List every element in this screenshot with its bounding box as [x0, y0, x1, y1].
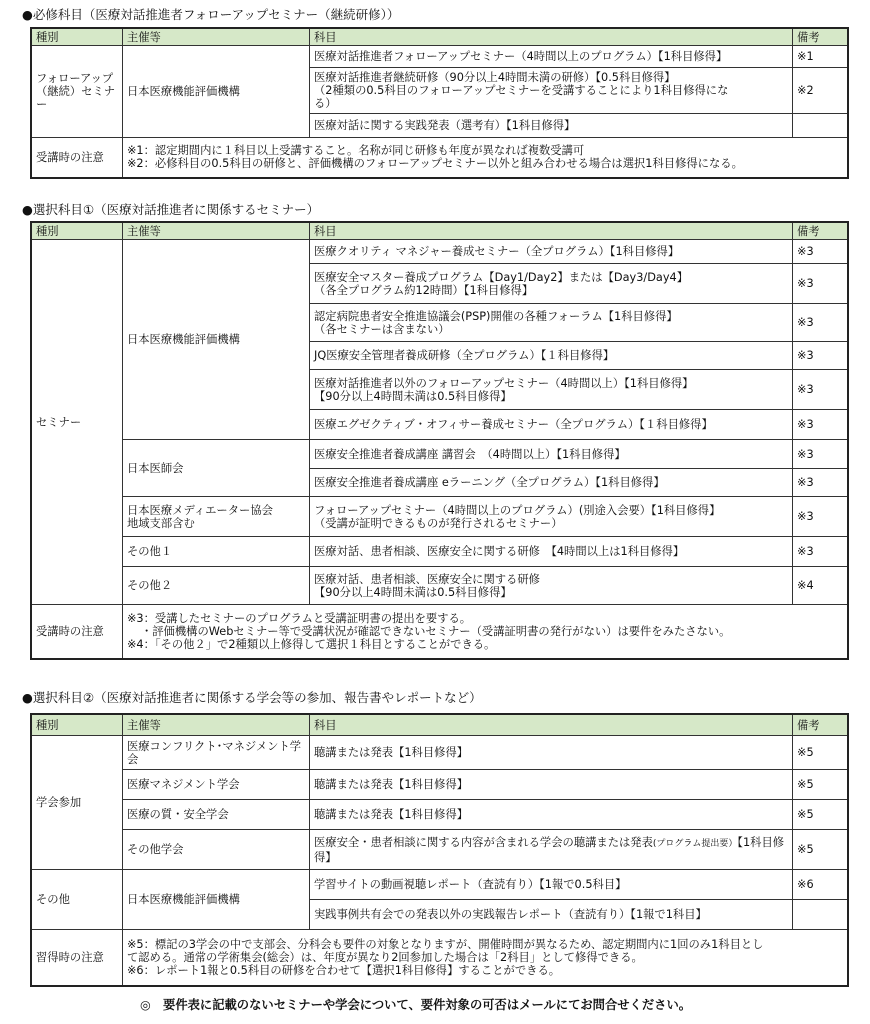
category-cell: フォローアップ（継続）セミナー — [31, 46, 122, 138]
subject-cell: 医療安全推進者養成講座 講習会 （4時間以上）【1科目修得】 — [309, 440, 792, 469]
note-cell: ※5 — [792, 770, 848, 800]
organizer-cell: 医療コンフリクト･マネジメント学会 — [122, 736, 309, 770]
subject-cell: 聴講または発表【1科目修得】 — [309, 770, 792, 800]
subject-cell: 医療対話推進者以外のフォローアップセミナー（4時間以上）【1科目修得】 【90分以上4時間未満は0.5科目修得】 — [309, 370, 792, 410]
subject-cell: 認定病院患者安全推進協議会(PSP)開催の各種フォーラム【1科目修得】 （各セミナーは含まない） — [309, 304, 792, 342]
subject-cell: 医療対話推進者継続研修（90分以上4時間未満の研修）【0.5科目修得】 （2種類の0.5科目のフォローアップセミナーを受講することにより1科目修得にな る） — [309, 68, 792, 114]
header-note: 備考 — [792, 222, 848, 240]
note-cell: ※3 — [792, 264, 848, 304]
note-cell: ※4 — [792, 567, 848, 605]
elective2-table — [30, 713, 849, 987]
table-row — [31, 537, 848, 567]
organizer-cell: 日本医療機能評価機構 — [122, 870, 309, 930]
note-cell: ※3 — [792, 342, 848, 370]
organizer-cell: 医療の質・安全学会 — [122, 800, 309, 830]
header-subject: 科目 — [309, 28, 792, 46]
subject-cell: 医療対話に関する実践発表（選考有）【1科目修得】 — [309, 114, 792, 138]
caution-label: 受講時の注意 — [31, 138, 122, 178]
subject-cell: 医療エグゼクティブ・オフィサー養成セミナー（全プログラム）【１科目修得】 — [309, 410, 792, 440]
caution-row — [31, 930, 848, 986]
note-cell: ※6 — [792, 870, 848, 900]
subject-cell: 医療対話、患者相談、医療安全に関する研修 【90分以上4時間未満は0.5科目修得】 — [309, 567, 792, 605]
header-note: 備考 — [792, 714, 848, 736]
note-cell: ※3 — [792, 440, 848, 469]
header-subject: 科目 — [309, 714, 792, 736]
note-cell — [792, 900, 848, 930]
header-category: 種別 — [31, 222, 122, 240]
table-row — [31, 567, 848, 605]
table-header-row — [31, 28, 848, 46]
header-organizer: 主催等 — [122, 28, 309, 46]
elective1-table — [30, 221, 849, 660]
note-cell: ※3 — [792, 469, 848, 497]
caution-text: ※5：標記の3学会の中で支部会、分科会も要件の対象となりますが、開催時間が異なるため、認定期間内に1回のみ1科目とし て認める。通常の学術集会(総会）は、年度が異なり2回参加した場合は「2科目」として修得できる。 ※6：レポート1報と0.5科目の研修を合わせて【選択1科目修得】することができる。 — [122, 930, 848, 986]
category-cell: その他 — [31, 870, 122, 930]
subject-cell: JQ医療安全管理者養成研修（全プログラム）【１科目修得】 — [309, 342, 792, 370]
note-cell: ※3 — [792, 410, 848, 440]
note-cell: ※2 — [792, 68, 848, 114]
subject-cell: 医療対話、患者相談、医療安全に関する研修 【4時間以上は1科目修得】 — [309, 537, 792, 567]
header-organizer: 主催等 — [122, 222, 309, 240]
table-row — [31, 830, 848, 870]
organizer-cell: 日本医療機能評価機構 — [122, 240, 309, 440]
organizer-cell: その他１ — [122, 537, 309, 567]
caution-label: 受講時の注意 — [31, 605, 122, 659]
note-cell: ※3 — [792, 240, 848, 264]
subject-cell: 医療安全・患者相談に関する内容が含まれる学会の聴講または発表(プログラム提出要）【1科目修得】 — [309, 830, 792, 870]
subject-cell: 医療対話推進者フォローアップセミナー（4時間以上のプログラム）【1科目修得】 — [309, 46, 792, 68]
note-cell — [792, 114, 848, 138]
note-cell: ※5 — [792, 800, 848, 830]
table-row — [31, 800, 848, 830]
table-row — [31, 440, 848, 469]
footer-note: ◎ 要件表に記載のないセミナーや学会について、要件対象の可否はメールにてお問合せください。 — [140, 998, 692, 1012]
caution-text: ※1：認定期間内に１科目以上受講すること。名称が同じ研修も年度が異なれば複数受講可 ※2：必修科目の0.5科目の研修と、評価機構のフォローアップセミナー以外と組み合わせる場合は選択1科目修得になる。 — [122, 138, 848, 178]
note-cell: ※5 — [792, 736, 848, 770]
subject-cell: 医療クオリティ マネジャー養成セミナー（全プログラム）【1科目修得】 — [309, 240, 792, 264]
category-cell: 学会参加 — [31, 736, 122, 870]
section1-title: ●必修科目（医療対話推進者フォローアップセミナー（継続研修）） — [22, 7, 400, 22]
table-row — [31, 736, 848, 770]
note-cell: ※3 — [792, 304, 848, 342]
subject-cell: 聴講または発表【1科目修得】 — [309, 736, 792, 770]
table-row — [31, 46, 848, 68]
header-category: 種別 — [31, 714, 122, 736]
table-row — [31, 870, 848, 900]
organizer-cell: その他２ — [122, 567, 309, 605]
header-subject: 科目 — [309, 222, 792, 240]
required-subjects-table — [30, 27, 849, 179]
caution-label: 習得時の注意 — [31, 930, 122, 986]
table-row — [31, 497, 848, 537]
organizer-cell: 日本医療機能評価機構 — [122, 46, 309, 138]
table-header-row — [31, 714, 848, 736]
table-row — [31, 240, 848, 264]
caution-row — [31, 138, 848, 178]
organizer-cell: 日本医療メディエーター協会 地域支部含む — [122, 497, 309, 537]
table-header-row — [31, 222, 848, 240]
caution-row — [31, 605, 848, 659]
section3-title: ●選択科目②（医療対話推進者に関係する学会等の参加、報告書やレポートなど） — [22, 690, 482, 705]
table-row — [31, 770, 848, 800]
category-cell: セミナー — [31, 240, 122, 605]
note-cell: ※3 — [792, 537, 848, 567]
subject-cell: 学習サイトの動画視聴レポート（査読有り）【1報で0.5科目】 — [309, 870, 792, 900]
note-cell: ※3 — [792, 497, 848, 537]
organizer-cell: 日本医師会 — [122, 440, 309, 497]
note-cell: ※1 — [792, 46, 848, 68]
subject-cell: 医療安全マスター養成プログラム【Day1/Day2】または【Day3/Day4】 （各全プログラム約12時間）【1科目修得】 — [309, 264, 792, 304]
header-organizer: 主催等 — [122, 714, 309, 736]
section2-title: ●選択科目①（医療対話推進者に関係するセミナー） — [22, 202, 320, 217]
organizer-cell: その他学会 — [122, 830, 309, 870]
subject-cell: 実践事例共有会での発表以外の実践報告レポート（査読有り）【1報で1科目】 — [309, 900, 792, 930]
caution-text: ※3：受講したセミナーのプログラムと受講証明書の提出を要する。 ・評価機構のWebセミナー等で受講状況が確認できないセミナー（受講証明書の発行がない）は要件をみたさない。 ※4：「その他２」で2種類以上修得して選択１科目とすることができる。 — [122, 605, 848, 659]
header-category: 種別 — [31, 28, 122, 46]
subject-cell: 聴講または発表【1科目修得】 — [309, 800, 792, 830]
note-cell: ※5 — [792, 830, 848, 870]
note-cell: ※3 — [792, 370, 848, 410]
header-note: 備考 — [792, 28, 848, 46]
organizer-cell: 医療マネジメント学会 — [122, 770, 309, 800]
subject-cell: 医療安全推進者養成講座 eラーニング（全プログラム）【1科目修得】 — [309, 469, 792, 497]
subject-cell: フォローアップセミナー（4時間以上のプログラム）(別途入会要）【1科目修得】 （受講が証明できるものが発行されるセミナー） — [309, 497, 792, 537]
